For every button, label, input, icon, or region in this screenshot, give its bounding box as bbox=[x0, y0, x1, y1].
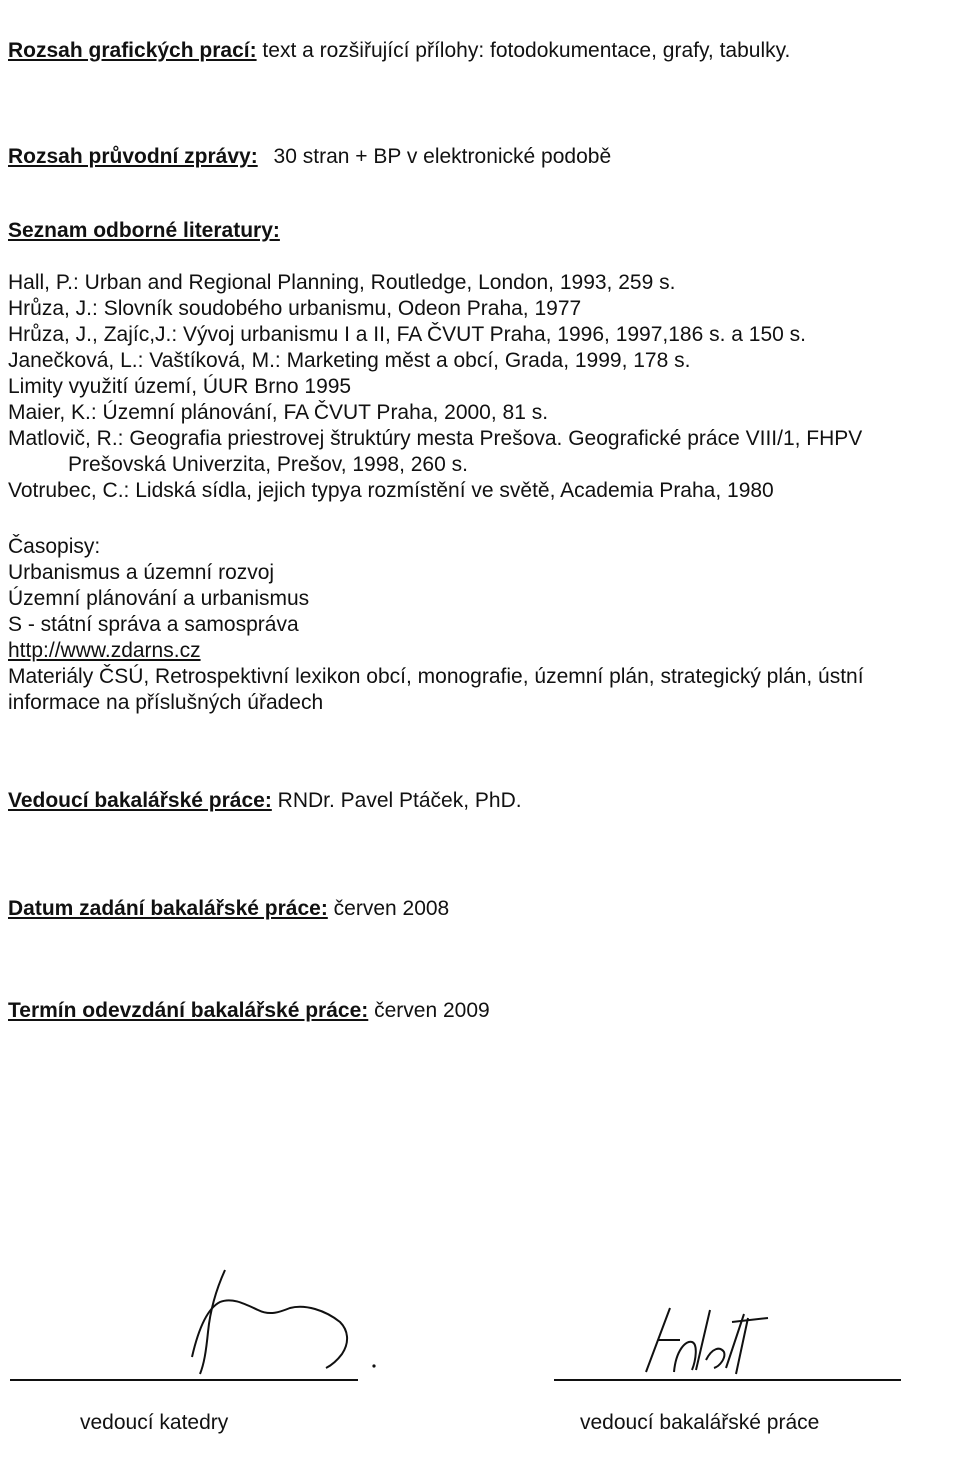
submission-deadline-label: Termín odevzdání bakalářské práce: bbox=[8, 999, 369, 1022]
right-signature bbox=[640, 1300, 790, 1380]
graphic-scope-line bbox=[8, 38, 790, 64]
supervisor-line bbox=[8, 788, 522, 814]
literature-item: Votrubec, C.: Lidská sídla, jejich typya rozmístění ve světě, Academia Praha, 1980 bbox=[8, 479, 774, 502]
assignment-date-line bbox=[8, 896, 449, 922]
journal-item: S - státní správa a samospráva bbox=[8, 613, 299, 636]
materials-line: Materiály ČSÚ, Retrospektivní lexikon obcí, monografie, územní plán, strategický plán, ústní bbox=[8, 665, 864, 688]
literature-heading: Seznam odborné literatury: bbox=[8, 219, 280, 242]
literature-item: Hrůza, J.: Slovník soudobého urbanismu, Odeon Praha, 1977 bbox=[8, 297, 582, 320]
journal-item: Urbanismus a územní rozvoj bbox=[8, 561, 275, 584]
report-scope-value: 30 stran + BP v elektronické podobě bbox=[273, 145, 612, 168]
supervisor-value: RNDr. Pavel Ptáček, PhD. bbox=[271, 789, 522, 812]
journal-item: Územní plánování a urbanismus bbox=[8, 587, 310, 610]
supervisor-label: Vedoucí bakalářské práce: bbox=[8, 789, 272, 812]
literature-item-continuation: Prešovská Univerzita, Prešov, 1998, 260 s. bbox=[68, 453, 468, 476]
graphic-scope-value: text a rozšiřující přílohy: fotodokumentace, grafy, tabulky. bbox=[256, 39, 791, 62]
left-signature bbox=[170, 1262, 370, 1382]
assignment-date-label: Datum zadání bakalářské práce: bbox=[8, 897, 328, 920]
materials-line-continuation: informace na příslušných úřadech bbox=[8, 691, 324, 714]
right-signature-line bbox=[554, 1379, 901, 1381]
literature-item: Maier, K.: Územní plánování, FA ČVUT Praha, 2000, 81 s. bbox=[8, 401, 549, 424]
literature-item: Hrůza, J., Zajíc,J.: Vývoj urbanismu I a II, FA ČVUT Praha, 1996, 1997,186 s. a 150 s. bbox=[8, 323, 806, 346]
journals-heading: Časopisy: bbox=[8, 535, 101, 558]
left-signature-label: vedoucí katedry bbox=[80, 1411, 229, 1434]
graphic-scope-label: Rozsah grafických prací: bbox=[8, 39, 257, 62]
literature-item: Limity využití území, ÚUR Brno 1995 bbox=[8, 375, 352, 398]
journal-link[interactable]: http://www.zdarns.cz bbox=[8, 639, 201, 662]
left-signature-line bbox=[10, 1379, 358, 1381]
right-signature-label: vedoucí bakalářské práce bbox=[580, 1411, 820, 1434]
assignment-date-value: červen 2008 bbox=[327, 897, 450, 920]
report-scope-line bbox=[8, 144, 611, 170]
literature-item: Janečková, L.: Vaštíková, M.: Marketing měst a obcí, Grada, 1999, 178 s. bbox=[8, 349, 691, 372]
literature-item: Matlovič, R.: Geografia priestrovej štruktúry mesta Prešova. Geografické práce VIII/1, FHPV bbox=[8, 427, 863, 450]
literature-item: Hall, P.: Urban and Regional Planning, Routledge, London, 1993, 259 s. bbox=[8, 271, 676, 294]
submission-deadline-value: červen 2009 bbox=[368, 999, 490, 1022]
report-scope-label: Rozsah průvodní zprávy: bbox=[8, 145, 258, 168]
submission-deadline-line bbox=[8, 998, 490, 1024]
